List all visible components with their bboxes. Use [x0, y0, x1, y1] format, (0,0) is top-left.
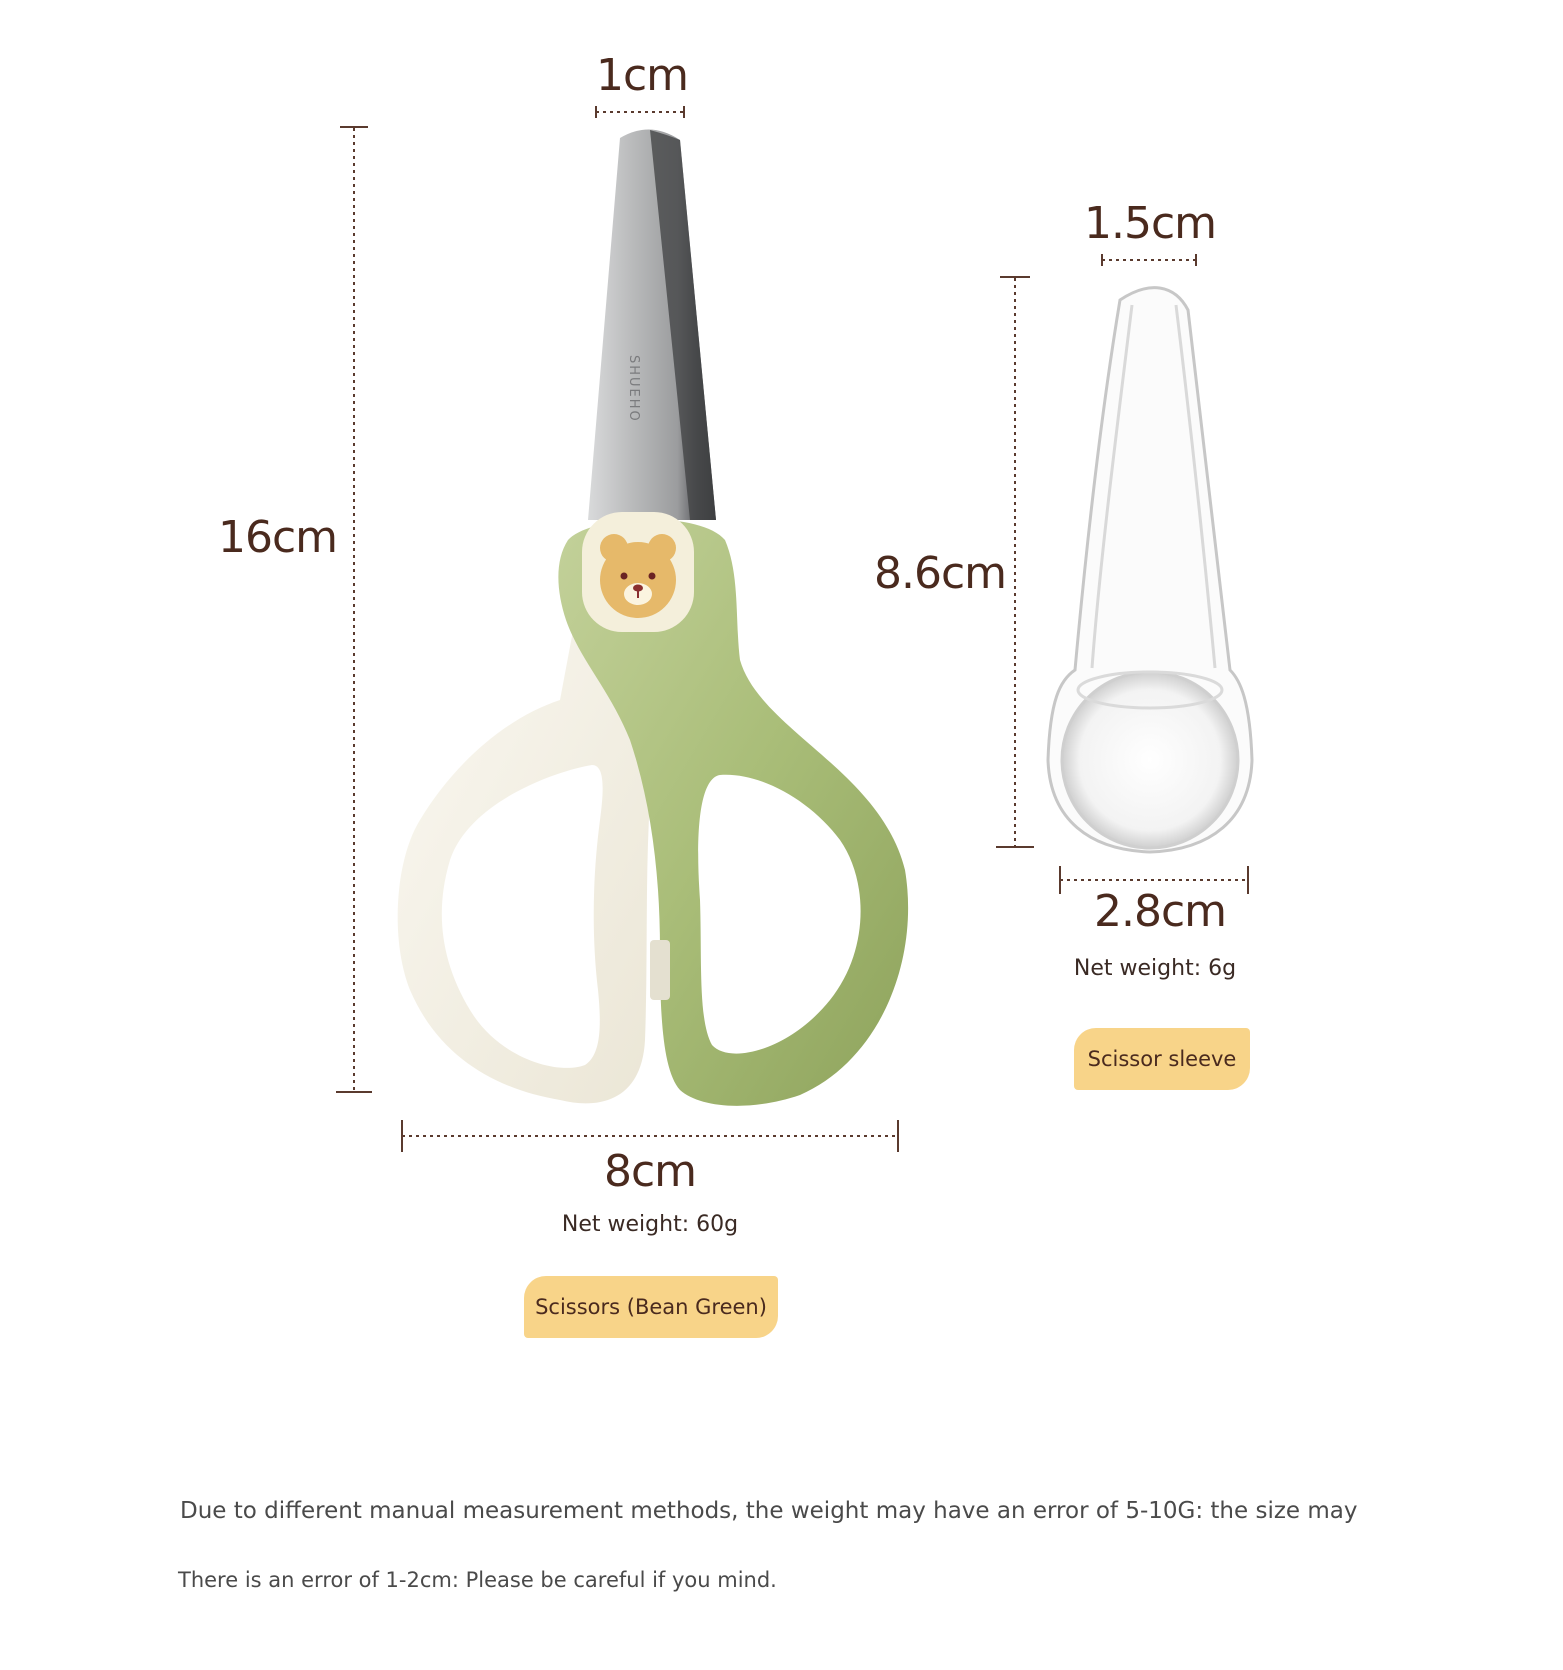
bear-face — [600, 542, 676, 618]
scissors-width-label: 1cm — [596, 50, 689, 101]
bear-badge — [582, 512, 694, 632]
spring-clip — [650, 940, 670, 1000]
scissors-net-weight: Net weight: 60g — [561, 1212, 739, 1237]
sleeve-width-line — [1102, 254, 1196, 266]
bear-eye-right — [649, 573, 656, 580]
sleeve-height-label: 8.6cm — [874, 548, 1007, 599]
sleeve-width-label: 1.5cm — [1083, 198, 1217, 249]
disclaimer-line-2: There is an error of 1-2cm: Please be careful if you mind. — [178, 1568, 777, 1592]
blade-brand-text: SHUEHO — [626, 355, 641, 423]
sleeve-base-label: 2.8cm — [1093, 886, 1227, 937]
scissors-tag: Scissors (Bean Green) — [524, 1276, 778, 1338]
scissors-width-line — [596, 106, 684, 118]
sleeve-net-weight: Net weight: 6g — [1073, 956, 1237, 981]
scissors-base-label: 8cm — [603, 1146, 697, 1197]
sleeve-image — [1048, 288, 1252, 852]
scissors-height-label: 16cm — [218, 512, 338, 563]
scissors-height-line — [336, 127, 372, 1092]
scissors-image — [398, 129, 908, 1105]
sleeve-tag: Scissor sleeve — [1074, 1028, 1250, 1090]
bear-eye-left — [621, 573, 628, 580]
disclaimer-line-1: Due to different manual measurement methods, the weight may have an error of 5-10G: the size may — [180, 1498, 1358, 1524]
bear-nose — [633, 585, 643, 592]
